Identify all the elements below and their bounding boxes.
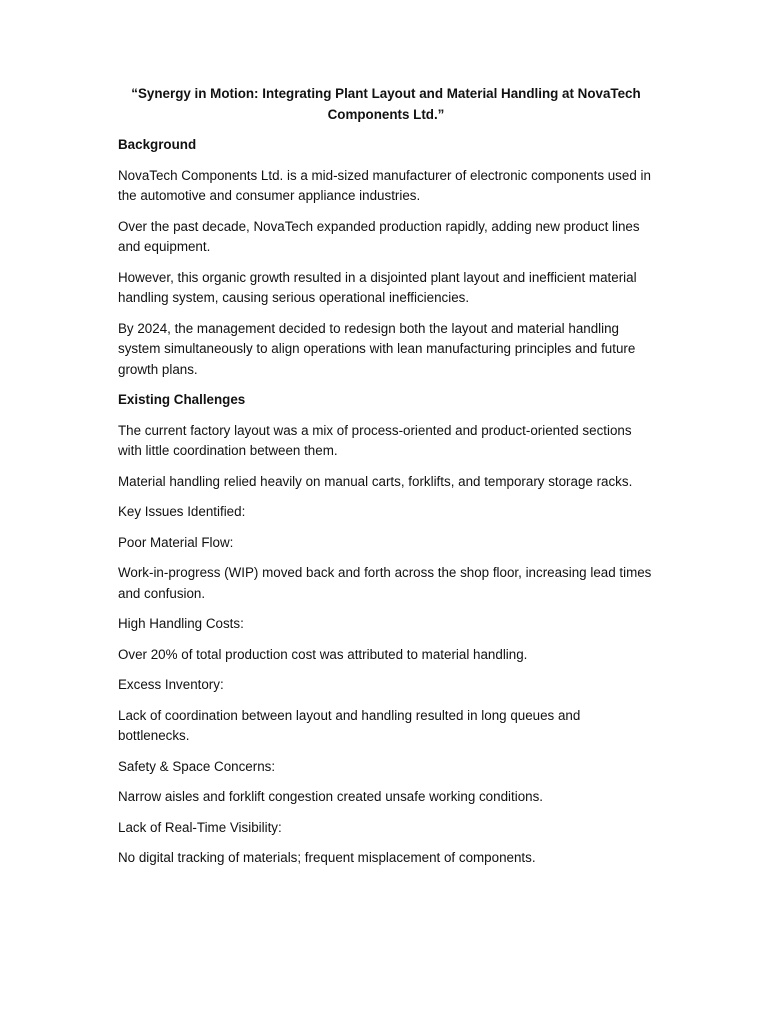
paragraph: The current factory layout was a mix of process-oriented and product-oriented sections with little coordination between them. <box>118 422 632 458</box>
issue-label: Safety & Space Concerns: <box>118 758 276 774</box>
issue-text: Over 20% of total production cost was attributed to material handling. <box>118 646 528 662</box>
section-heading-background: Background <box>118 137 197 152</box>
issue-text: No digital tracking of materials; frequent misplacement of components. <box>118 850 536 865</box>
issue-label: Excess Inventory: <box>118 677 224 692</box>
issue-text: Lack of coordination between layout and handling resulted in long queues and bottlenecks. <box>118 707 581 743</box>
key-issues-label: Key Issues Identified: <box>118 504 246 519</box>
paragraph: Material handling relied heavily on manual carts, forklifts, and temporary storage racks. <box>118 473 633 489</box>
paragraph: By 2024, the management decided to redesign both the layout and material handling system simultaneously to align operations with lean manufacturing principles and future growth plans. <box>118 320 636 377</box>
issue-text: Work-in-progress (WIP) moved back and forth across the shop floor, increasing lead times and confusion. <box>118 565 652 601</box>
document-title: “Synergy in Motion: Integrating Plant Layout and Material Handling at NovaTech Components Ltd.” <box>131 86 641 122</box>
issue-text: Narrow aisles and forklift congestion created unsafe working conditions. <box>118 789 544 804</box>
issue-label: Lack of Real-Time Visibility: <box>118 819 282 835</box>
paragraph: Over the past decade, NovaTech expanded production rapidly, adding new product lines and equipment. <box>118 218 640 254</box>
document-body <box>118 84 654 879</box>
paragraph: However, this organic growth resulted in a disjointed plant layout and inefficient material handling system, causing serious operational inefficiencies. <box>118 269 637 305</box>
issue-label: Poor Material Flow: <box>118 534 234 550</box>
section-heading-existing-challenges: Existing Challenges <box>118 392 246 407</box>
issue-label: High Handling Costs: <box>118 616 244 631</box>
paragraph: NovaTech Components Ltd. is a mid-sized manufacturer of electronic components used in the automotive and consumer appliance industries. <box>118 167 651 203</box>
